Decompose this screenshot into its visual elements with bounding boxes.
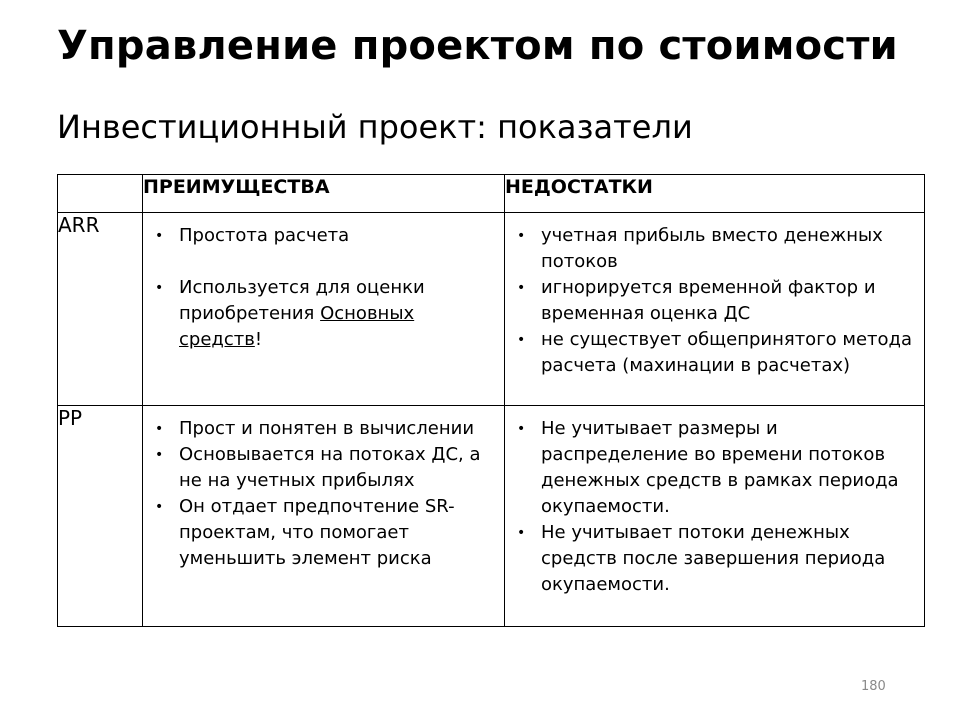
pp-advantages-cell xyxy=(143,406,505,627)
pp-disadvantages-list xyxy=(505,406,924,598)
row-label-pp: PP xyxy=(58,406,143,627)
fixed-assets-link[interactable]: Основных средств xyxy=(179,303,415,350)
list-item-text: учетная прибыль вместо денежных потоков xyxy=(541,225,883,272)
table-header-row xyxy=(58,175,925,213)
bullet-icon: • xyxy=(155,499,164,515)
pp-advantages-list xyxy=(143,406,504,572)
pp-disadvantages-cell xyxy=(505,406,925,627)
bullet-icon: • xyxy=(155,447,164,463)
bullet-icon: • xyxy=(517,228,526,244)
list-item-suffix: ! xyxy=(254,329,263,350)
list-spacer xyxy=(149,249,496,275)
row-label-arr: ARR xyxy=(58,213,143,406)
list-item xyxy=(149,223,496,249)
header-advantages: ПРЕИМУЩЕСТВА xyxy=(143,175,505,213)
bullet-icon: • xyxy=(517,280,526,296)
bullet-icon: • xyxy=(517,421,526,437)
bullet-icon: • xyxy=(155,280,164,296)
bullet-icon: • xyxy=(155,421,164,437)
page-number: 180 xyxy=(861,679,886,694)
list-item xyxy=(511,416,916,520)
list-item-text: Не учитывает размеры и распределение во времени потоков денежных средств в рамках периода окупаемости. xyxy=(541,418,899,517)
slide-subtitle: Инвестиционный проект: показатели xyxy=(57,108,693,146)
arr-advantages-cell xyxy=(143,213,505,406)
list-item-text: Простота расчета xyxy=(179,225,350,246)
list-item xyxy=(511,223,916,275)
list-item xyxy=(149,416,496,442)
metrics-table xyxy=(57,174,925,627)
list-item-text: игнорируется временной фактор и временная оценка ДС xyxy=(541,277,876,324)
slide-title: Управление проектом по стоимости xyxy=(57,23,898,69)
list-item-text: Не учитывает потоки денежных средств после завершения периода окупаемости. xyxy=(541,522,886,595)
arr-disadvantages-list xyxy=(505,213,924,379)
list-item xyxy=(149,442,496,494)
arr-advantages-list xyxy=(143,213,504,353)
arr-disadvantages-cell xyxy=(505,213,925,406)
list-item xyxy=(511,275,916,327)
list-item-text: Прост и понятен в вычислении xyxy=(179,418,475,439)
list-item-text: не существует общепринятого метода расчета (махинации в расчетах) xyxy=(541,329,913,376)
list-item-text: Он отдает предпочтение SR-проектам, что помогает уменьшить элемент риска xyxy=(179,496,455,569)
table-row-pp xyxy=(58,406,925,627)
table-row-arr xyxy=(58,213,925,406)
bullet-icon: • xyxy=(517,332,526,348)
header-disadvantages: НЕДОСТАТКИ xyxy=(505,175,925,213)
list-item xyxy=(511,520,916,598)
list-item xyxy=(511,327,916,379)
bullet-icon: • xyxy=(155,228,164,244)
list-item-text: Используется для оценки приобретения xyxy=(179,277,425,324)
corner-cell xyxy=(58,175,143,213)
bullet-icon: • xyxy=(517,525,526,541)
list-item xyxy=(149,275,496,353)
list-item xyxy=(149,494,496,572)
list-item-text: Основывается на потоках ДС, а не на учетных прибылях xyxy=(179,444,481,491)
